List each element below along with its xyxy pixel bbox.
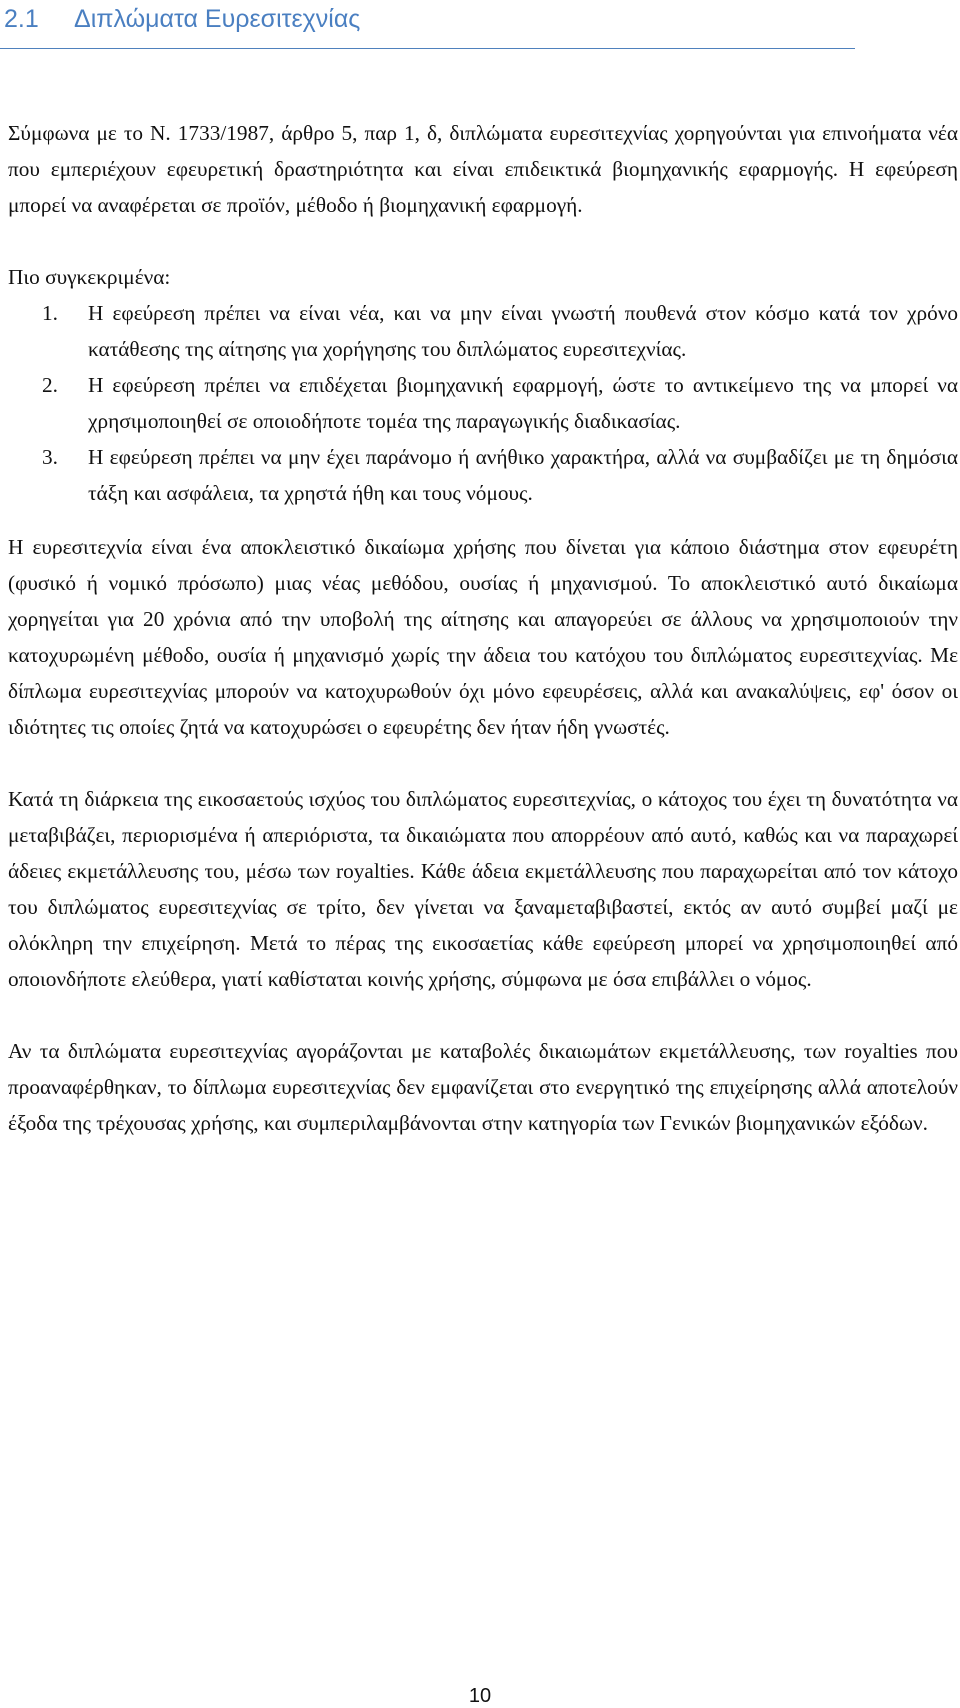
text-line: γιατί καθίσταται κοινής χρήσης, σύμφωνα με όσα επιβάλλει ο νόμος. [221,967,812,991]
text-line: μηχανισμού. Το αποκλειστικό αυτό δικαίωμα χορηγείται για 20 χρόνια από την [8,571,958,631]
list-item [8,367,958,439]
list-item [8,439,958,511]
text-line: της να μπορεί να χρησιμοποιηθεί σε οποιοδήποτε τομέα της παραγωγικής [88,373,959,433]
list-item-number: 2. [42,373,58,397]
text-line: του έχει τη δυνατότητα να μεταβιβάζει, περιορισμένα ή απεριόριστα, τα [8,787,959,847]
section-number: 2.1 [4,5,39,33]
text-line: εκτός αν αυτό συμβεί μαζί με ολόκληρη την επιχείρηση. Μετά το πέρας της [8,895,958,955]
text-line: μέθοδο, ουσία ή μηχανισμό χωρίς την άδεια του κατόχου του διπλώματος [142,643,792,667]
text-line: Κατά τη διάρκεια της εικοσαετούς ισχύος του διπλώματος ευρεσιτεχνίας, ο κάτοχος [8,787,727,811]
definition-paragraph [8,529,958,745]
text-line: κόσμο κατά τον χρόνο κατάθεσης της αίτησης για χορήγησης του διπλώματος [88,301,959,361]
royalties-paragraph [8,1033,958,1141]
text-line: Η ευρεσιτεχνία είναι ένα αποκλειστικό δικαίωμα χρήσης που δίνεται για κάποιο [8,535,730,559]
section-title: Διπλώματα Ευρεσιτεχνίας [74,5,361,33]
text-line: Σύμφωνα με το Ν. 1733/1987, άρθρο 5, παρ 1, δ, διπλώματα ευρεσιτεχνίας [8,121,668,145]
text-line: εκμετάλλευσης, των royalties που προαναφέρθηκαν, το δίπλωμα ευρεσιτεχνίας δεν [8,1039,958,1099]
list-item-number: 1. [42,301,58,325]
text-line: ευρεσιτεχνίας. Με δίπλωμα ευρεσιτεχνίας μπορούν να κατοχυρωθούν όχι [8,643,959,703]
text-line: εμφανίζεται στο ενεργητικό της επιχείρησης αλλά αποτελούν έξοδα της τρέχουσας [8,1075,958,1135]
text-line: Αν τα διπλώματα ευρεσιτεχνίας αγοράζονται με καταβολές δικαιωμάτων [8,1039,651,1063]
text-line: Η εφεύρεση πρέπει να μην έχει παράνομο ή ανήθικο χαρακτήρα, αλλά να [88,445,727,469]
text-line: μόνο εφευρέσεις, αλλά και ανακαλύψεις, εφ' όσον οι ιδιότητες τις οποίες ζητά να [8,679,958,739]
text-line: χορηγούνται για επινοήματα νέα που εμπεριέχουν εφευρετική δραστηριότητα και [8,121,959,181]
text-line: δικαιώματα που απορρέουν από αυτό, καθώς και να παραχωρεί άδειες εκμετάλλευσης [8,823,959,883]
list-item [8,295,958,367]
list-item-number: 3. [42,445,58,469]
criteria-label: Πιο συγκεκριμένα: [8,265,171,289]
text-line: Η εφεύρεση πρέπει να επιδέχεται βιομηχανική εφαρμογή, ώστε το αντικείμενο [88,373,794,397]
intro-paragraph [8,115,958,223]
text-line: κάτοχο του διπλώματος ευρεσιτεχνίας σε τρίτο, δεν γίνεται να ξαναμεταβιβαστεί, [8,859,958,919]
text-line: προϊόν, μέθοδο ή βιομηχανική εφαρμογή. [226,193,583,217]
text-line: του, μέσω των royalties. Κάθε άδεια εκμετάλλευσης που παραχωρείται από τον [204,859,892,883]
section-heading [0,2,855,49]
text-line: ευρεσιτεχνίας. [562,337,687,361]
document-body [8,115,958,1141]
text-line: διαδικασίας. [573,409,681,433]
text-line: εικοσαετίας κάθε εφεύρεση μπορεί να χρησιμοποιηθεί από οποιονδήποτε ελεύθερα, [8,931,958,991]
text-line: εξόδων. [860,1111,928,1135]
text-line: κατοχυρώσει ο εφευρέτης δεν ήταν ήδη γνωστές. [249,715,670,739]
text-line: υποβολή της αίτησης και απαγορεύει σε άλλους να χρησιμοποιούν την κατοχυρωμένη [8,607,959,667]
text-line: χρήσης, και συμπεριλαμβάνονται στην κατηγορία των Γενικών βιομηχανικών [190,1111,856,1135]
criteria-list [8,295,958,511]
duration-paragraph [8,781,958,997]
text-line: συμβαδίζει με τη δημόσια τάξη και ασφάλεια, τα χρηστά ήθη και τους νόμους. [88,445,958,505]
page-number: 10 [468,1685,492,1707]
text-line: είναι επιδεικτικά βιομηχανικής εφαρμογής. Η εφεύρεση μπορεί να αναφέρεται σε [8,157,959,217]
text-line: διάστημα στον εφευρέτη (φυσικό ή νομικό πρόσωπο) μιας νέας μεθόδου, ουσίας ή [8,535,958,595]
text-line: Η εφεύρεση πρέπει να είναι νέα, και να μην είναι γνωστή πουθενά στον [88,301,746,325]
